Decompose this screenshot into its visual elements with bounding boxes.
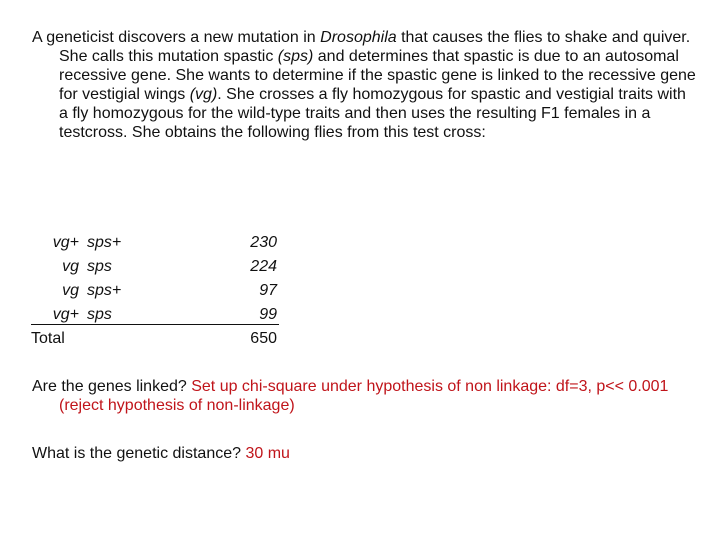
table-divider [31,324,279,325]
table-row [31,231,281,255]
organism-name: Drosophila [320,29,397,46]
sps-abbreviation: (sps) [277,48,314,65]
sps-genotype: sps [87,306,112,323]
sps-genotype: sps+ [87,234,122,251]
problem-statement [32,28,699,142]
total-label: Total [31,330,65,347]
offspring-count: 230 [250,234,277,251]
offspring-count: 97 [259,282,277,299]
linkage-answer: Set up chi-square under hypothesis of non linkage: df=3, p<< 0.001 (reject hypothesis of non-linkage) [59,378,669,414]
distance-question [32,444,699,463]
vg-genotype: vg [62,258,79,275]
sps-genotype: sps [87,258,112,275]
vg-genotype: vg+ [52,306,79,323]
vg-genotype: vg+ [52,234,79,251]
vg-genotype: vg [62,282,79,299]
distance-answer: 30 mu [241,445,290,462]
intro-text-4: . She crosses a fly homozygous for spastic and vestigial traits with a fly homozygous for the wild-type traits and then uses the resulting F1 females in a testcross. She obtains the following flies from this test cross: [59,86,686,141]
intro-text-2: that causes the flies to shake and quiver. She calls this mutation spastic [59,29,691,65]
linkage-question-prompt: Are the genes linked? [32,378,187,395]
table-row [31,255,281,279]
table-row [31,279,281,303]
intro-text-3: and determines that spastic is due to an autosomal recessive gene. She wants to determine if the spastic gene is linked to the recessive gene for vestigial wings [59,48,696,103]
sps-genotype: sps+ [87,282,122,299]
offspring-count: 99 [259,306,277,323]
distance-question-prompt: What is the genetic distance? [32,445,242,462]
total-row [31,327,281,351]
testcross-table [31,231,281,351]
total-value: 650 [250,330,277,347]
intro-text-1: A geneticist discovers a new mutation in [32,29,321,46]
vg-abbreviation: (vg) [189,86,218,103]
linkage-question [32,377,699,415]
offspring-count: 224 [250,258,277,275]
